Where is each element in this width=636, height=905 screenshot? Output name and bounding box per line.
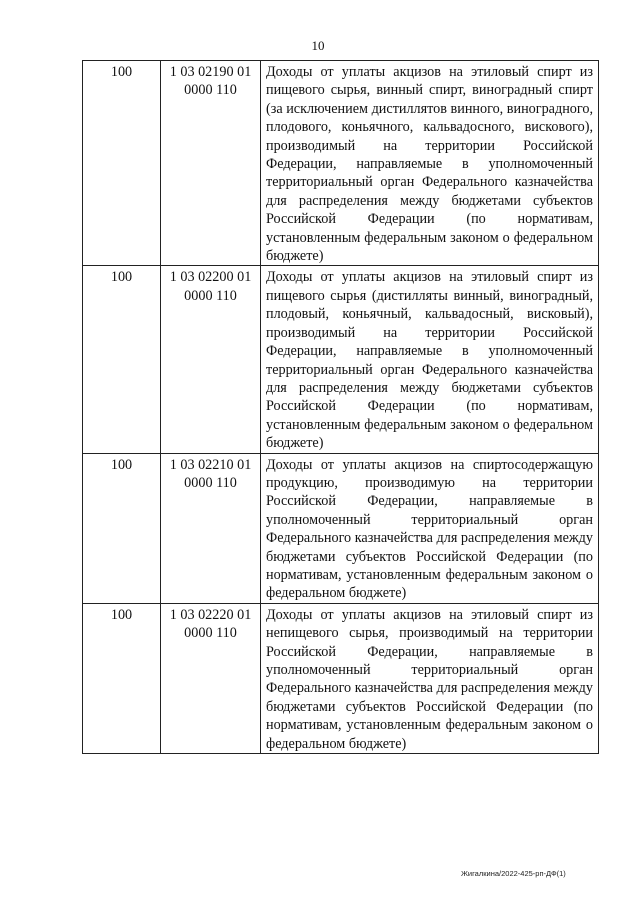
admin-code-cell: 100	[83, 453, 161, 603]
admin-code-cell: 100	[83, 603, 161, 753]
table-row	[83, 603, 599, 753]
budget-code-line2: 0000 110	[184, 474, 237, 491]
budget-code-cell	[161, 61, 261, 266]
description-cell: Доходы от уплаты акцизов на этиловый спирт из пищевого сырья, винный спирт, виноградный спирт (за исключением дистиллятов винного, виноградного, плодового, коньячного, кальвадосного, вискового), производимый на территории Российской Федерации, направляемые в уполномоченный территориальный орган Федерального казначейства для распределения между бюджетами субъектов Российской Федерации (по нормативам, установленным федеральным законом о федеральном бюджете)	[261, 61, 599, 266]
admin-code-cell: 100	[83, 266, 161, 453]
table-row	[83, 61, 599, 266]
table-row	[83, 266, 599, 453]
admin-code-cell: 100	[83, 61, 161, 266]
budget-classification-table	[82, 60, 599, 754]
budget-code-cell	[161, 266, 261, 453]
budget-code-line1: 1 03 02220 01	[169, 606, 252, 623]
budget-code-cell	[161, 603, 261, 753]
table-row	[83, 453, 599, 603]
document-reference: Жигалкина/2022-425-рп-ДФ(1)	[461, 869, 566, 878]
budget-code-line2: 0000 110	[184, 82, 237, 99]
page-number: 10	[311, 38, 325, 53]
budget-code-line1: 1 03 02200 01	[169, 269, 252, 286]
budget-code-line1: 1 03 02190 01	[169, 64, 252, 80]
description-cell: Доходы от уплаты акцизов на этиловый спирт из пищевого сырья (дистилляты винный, виноградный, плодовый, коньячный, кальвадосный, висковый), производимый на территории Российской Федерации, направляемые в уполномоченный территориальный орган Федерального казначейства для распределения между бюджетами субъектов Российской Федерации (по нормативам, установленным федеральным законом о федеральном бюджете)	[261, 266, 599, 453]
description-cell: Доходы от уплаты акцизов на этиловый спирт из непищевого сырья, производимый на территории Российской Федерации, направляемые в уполномоченный территориальный орган Федерального казначейства для распределения между бюджетами субъектов Российской Федерации (по нормативам, установленным федеральным законом о федеральном бюджете)	[261, 603, 599, 753]
budget-code-line2: 0000 110	[184, 625, 237, 642]
budget-code-line1: 1 03 02210 01	[169, 456, 252, 473]
budget-code-cell	[161, 453, 261, 603]
description-cell: Доходы от уплаты акцизов на спиртосодержащую продукцию, производимую на территории Российской Федерации, направляемые в уполномоченный территориальный орган Федерального казначейства для распределения между бюджетами субъектов Российской Федерации (по нормативам, установленным федеральным законом о федеральном бюджете)	[261, 453, 599, 603]
budget-code-line2: 0000 110	[184, 287, 237, 304]
